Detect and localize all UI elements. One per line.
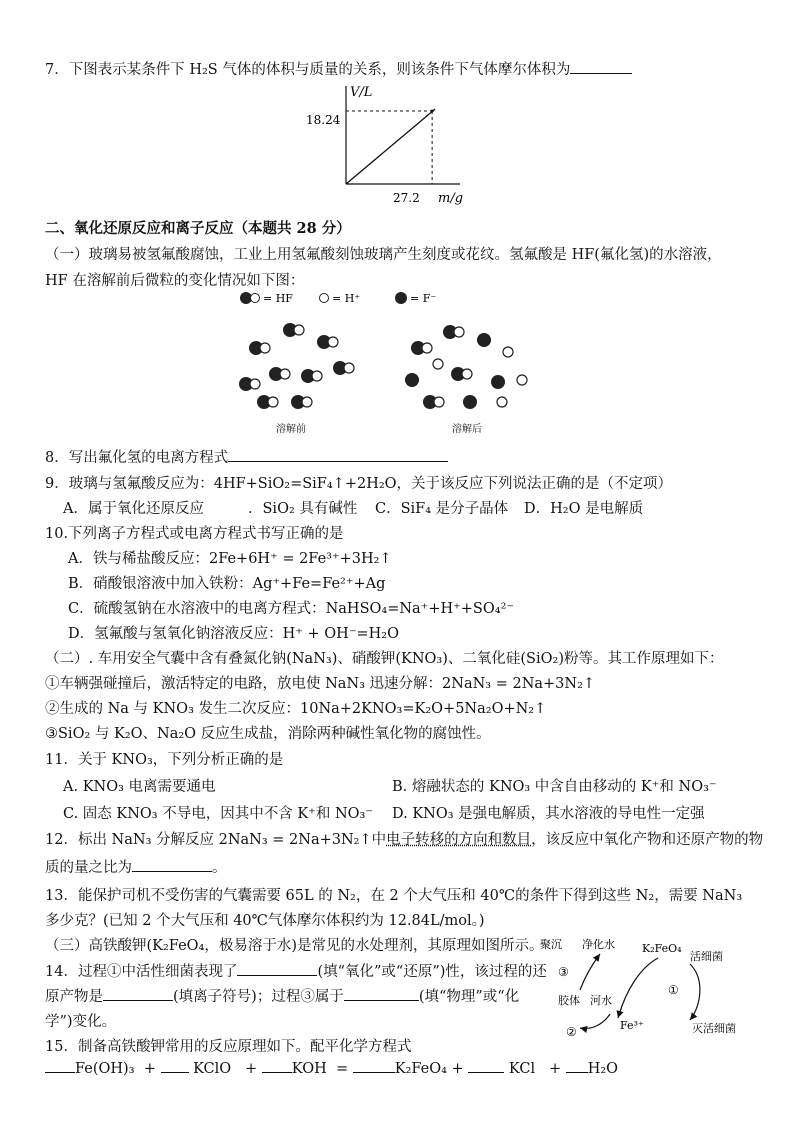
particle-legend: [238, 288, 468, 308]
q9-option-c[interactable]: C．SiF₄ 是分子晶体: [375, 501, 509, 517]
part3-intro: （三）高铁酸钾(K₂FeO₄，极易溶于水)是常见的水处理剂，其原理如图所示。: [45, 938, 544, 954]
q14-line3: 学”)变化。: [45, 1014, 117, 1030]
section2-intro1: （一）玻璃易被氢氟酸腐蚀，工业上用氢氟酸刻蚀玻璃产生刻度或花纹。氢氟酸是 HF(氟化氢)的水溶液，: [45, 247, 722, 263]
part2-step2: ②生成的 Na 与 KNO₃ 发生二次反应：10Na+2KNO₃=K₂O+5Na₂O+N₂↑: [45, 701, 547, 717]
label-step2: ②: [566, 1025, 577, 1039]
q9-stem: 9．玻璃与氢氟酸反应为：4HF+SiO₂=SiF₄↑+2H₂O，关于该反应下列说法正确的是（不定项）: [45, 476, 673, 492]
label-clean-water: 净化水: [582, 938, 615, 951]
q12-answer-blank[interactable]: [132, 857, 212, 872]
q12-line2: 质的量之比为 。: [45, 856, 227, 877]
q11-option-d[interactable]: D. KNO₃ 是强电解质，其水溶液的导电性一定强: [392, 806, 705, 822]
label-step1: ①: [668, 983, 679, 997]
legend-f-ion: [395, 292, 407, 304]
q10-option-b[interactable]: B．硝酸银溶液中加入铁粉：Ag⁺+Fe=Fe²⁺+Ag: [68, 576, 386, 592]
arrow-step3: [580, 954, 600, 990]
label-k2feo4: K₂FeO₄: [642, 942, 682, 955]
label-dead-bacteria: 灭活细菌: [692, 1022, 736, 1035]
legend-h-atom: [251, 294, 260, 303]
q15-coef-1[interactable]: [45, 1058, 75, 1073]
q11-option-b[interactable]: B. 熔融状态的 KNO₃ 中含自由移动的 K⁺和 NO₃⁻: [392, 779, 717, 795]
q9-option-d[interactable]: D．H₂O 是电解质: [524, 501, 644, 517]
q13-line2: 多少克？(已知 2 个大气压和 40℃气体摩尔体积约为 12.84L/mol。): [45, 913, 485, 929]
legend-hf-label: = HF: [263, 292, 293, 305]
q15-stem: 15．制备高铁酸钾常用的反应原理如下。配平化学方程式: [45, 1039, 412, 1055]
x-axis-label: m/g: [438, 191, 464, 206]
q12-line1: 12．标出 NaN₃ 分解反应 2NaN₃ = 2Na+3N₂↑中电子转移的方向和数目，该反应中氧化产物和还原产物的物: [45, 832, 764, 848]
q15-coef-4[interactable]: [353, 1058, 395, 1073]
part2-intro: （二）. 车用安全气囊中含有叠氮化钠(NaN₃)、硝酸钾(KNO₃)、二氧化硅(SiO₂)粉等。其工作原理如下：: [45, 651, 724, 667]
q9-option-a[interactable]: A．属于氧化还原反应: [63, 501, 204, 517]
label-colloid: 胶体: [558, 994, 580, 1007]
q12-emphasis: 电子转移的方向和数目: [386, 832, 532, 848]
arrow-step1: [690, 964, 700, 1020]
legend-h-label: = H⁺: [332, 292, 361, 305]
q7-stem: 7．下图表示某条件下 H₂S 气体的体积与质量的关系，则该条件下气体摩尔体积为: [45, 58, 632, 79]
q10-option-d[interactable]: D．氢氟酸与氢氧化钠溶液反应：H⁺ + OH⁻=H₂O: [68, 626, 399, 642]
legend-h-ion: [320, 294, 329, 303]
q10-option-c[interactable]: C．硫酸氢钠在水溶液中的电离方程式：NaHSO₄=Na⁺+H⁺+SO₄²⁻: [68, 601, 515, 617]
q7-answer-blank[interactable]: [570, 59, 632, 74]
q15-coef-5[interactable]: [468, 1058, 504, 1073]
q11-option-c[interactable]: C. 固态 KNO₃ 不导电，因其中不含 K⁺和 NO₃⁻: [63, 806, 373, 822]
q8-answer-blank[interactable]: [228, 447, 448, 462]
x-tick-label: 27.2: [393, 191, 420, 205]
y-tick-label: 18.24: [306, 113, 341, 127]
y-axis-label: V/L: [350, 85, 373, 100]
caption-after: 溶解后: [452, 424, 482, 435]
q14-blank-3[interactable]: [344, 986, 419, 1001]
q11-stem: 11．关于 KNO₃，下列分析正确的是: [45, 752, 284, 768]
data-point: [431, 110, 434, 113]
label-live-bacteria: 活细菌: [690, 950, 723, 963]
q10-stem: 10.下列离子方程式或电离方程式书写正确的是: [45, 526, 344, 542]
label-step3: ③: [558, 965, 569, 979]
particles-after: [398, 318, 538, 413]
water-treatment-diagram: [540, 934, 760, 1044]
section2-intro2: HF 在溶解前后微粒的变化情况如下图：: [45, 273, 305, 289]
q15-coef-3[interactable]: [262, 1058, 292, 1073]
q14-blank-2[interactable]: [103, 986, 173, 1001]
q13-line1: 13．能保护司机不受伤害的气囊需要 65L 的 N₂，在 2 个大气压和 40℃的条件下得到这些 N₂，需要 NaN₃: [45, 888, 743, 904]
caption-before: 溶解前: [276, 424, 306, 435]
q15-coef-2[interactable]: [161, 1058, 189, 1073]
q14-line1: 14．过程①中活性细菌表现了 (填“氧化”或“还原”)性，该过程的还: [45, 960, 547, 981]
q7-chart: [300, 82, 480, 212]
q9-option-b[interactable]: ．SiO₂ 具有碱性: [248, 501, 358, 517]
legend-f-label: = F⁻: [410, 292, 437, 305]
arrow-step2: [580, 1014, 610, 1028]
section2-heading: 二、氧化还原反应和离子反应（本题共 28 分）: [45, 220, 351, 237]
q11-option-a[interactable]: A. KNO₃ 电离需要通电: [63, 779, 216, 795]
q14-blank-1[interactable]: [237, 961, 317, 976]
arrow-left-branch: [618, 958, 658, 1018]
q8-stem: 8．写出氟化氢的电离方程式: [45, 446, 448, 467]
label-fe3: Fe³⁺: [620, 1019, 644, 1032]
q14-line2: 原产物是 (填离子符号)；过程③属于 (填“物理”或“化: [45, 985, 519, 1006]
label-settle: 聚沉: [540, 938, 562, 951]
particles-before: [228, 318, 368, 413]
label-river: 河水: [590, 994, 612, 1007]
part2-step1: ①车辆强碰撞后，激活特定的电路，放电使 NaN₃ 迅速分解：2NaN₃ = 2Na+3N₂↑: [45, 676, 596, 692]
q15-equation: Fe(OH)₃ + KClO + KOH = K₂FeO₄ + KCl + H₂O: [45, 1058, 618, 1077]
q10-option-a[interactable]: A．铁与稀盐酸反应：2Fe+6H⁺ = 2Fe³⁺+3H₂↑: [68, 551, 392, 567]
part2-step3: ③SiO₂ 与 K₂O、Na₂O 反应生成盐，消除两种碱性氧化物的腐蚀性。: [45, 726, 491, 742]
data-line: [346, 109, 435, 184]
q15-coef-6[interactable]: [566, 1058, 588, 1073]
